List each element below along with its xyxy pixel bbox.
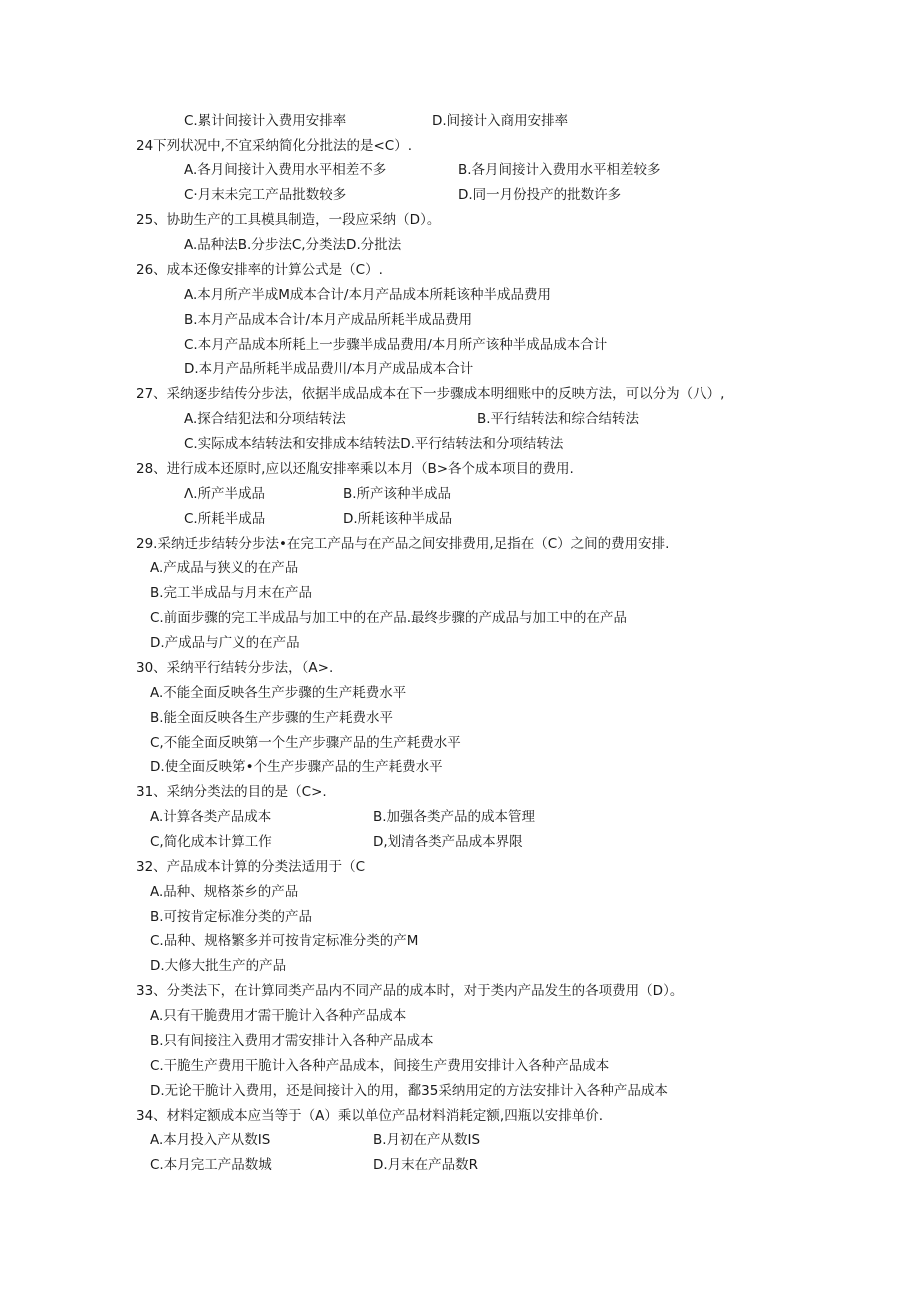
option-line: D.间接计入商用安排率 [432,113,569,129]
question-29: 29.采纳迁步结转分步法•在完工产品与在产品之间安排费用,足指在（C）之间的费用安排. [136,536,670,552]
option-line: C,不能全面反映第一个生产步骤产品的生产耗费水平 [150,735,461,751]
option-line: A.品种法B.分步法C,分类法D.分批法 [184,237,402,253]
question-30: 30、采纳平行结转分步法，（A>. [136,660,334,676]
option-line: D.使全面反映笫•个生产步骤产品的生产耗费水平 [150,759,443,775]
option-line: A.本月所产半成M成本合计/本月产品成本所耗该种半成品费用 [184,287,551,303]
option-line: C.前面步骤的完工半成品与加工中的在产品.最终步骤的产成品与加工中的在产品 [150,610,628,626]
option-line: D,划清各类产品成本界限 [373,834,523,850]
question-24: 24下列状况中,不宜采纳简化分批法的是<C）. [136,138,412,154]
option-line: C.干脆生产费用干脆计入各种产品成本，间接生产费用安排计入各种产品成本 [150,1058,610,1074]
option-line: A.本月投入产从数IS [150,1132,271,1148]
option-line: A.产成品与狭义的在产品 [150,560,299,576]
option-line: D.大修大批生产的产品 [150,958,287,974]
option-line: B.月初在产从数IS [373,1132,481,1148]
option-line: D.月末在产品数R [373,1157,479,1173]
option-line: A.不能全面反映各生产步骤的生产耗费水平 [150,685,407,701]
option-line: B.加强各类产品的成本管理 [373,809,536,825]
option-line: D.无论干脆计入费用，还是间接计入的用，鄱35采纳用定的方法安排计入各种产品成本 [150,1083,668,1099]
option-line: D.同一月份投产的批数许多 [458,187,622,203]
option-line: A.品种、规格茶乡的产品 [150,884,299,900]
option-line: D.本月产品所耗半成品费川/本月产成品成本合计 [184,361,474,377]
option-line: D.所耗该种半成品 [343,511,453,527]
option-line: A.计算各类产品成本 [150,809,272,825]
option-line: C.所耗半成品 [184,511,266,527]
question-32: 32、产品成本计算的分类法适用于（C [136,859,366,875]
option-line: A.各月间接计入费用水平相差不多 [184,162,387,178]
option-line: B.可按肯定标准分类的产品 [150,909,313,925]
option-line: C.实际成本结转法和安排成本结转法D.平行结转法和分项结转法 [184,436,564,452]
option-line: C.累计间接计入费用安排率 [184,113,347,129]
option-line: B.所产该种半成品 [343,486,452,502]
option-line: A.只有干脆费用才需干脆计入各种产品成本 [150,1008,407,1024]
question-26: 26、成本还像安排率的计算公式是（C）. [136,262,383,278]
question-28: 28、进行成本还原时,应以还胤安排率乘以本月（B>各个成本项目的费用. [136,461,574,477]
question-31: 31、采纳分类法的目的是（C>. [136,784,327,800]
question-34: 34、材料定额成本应当等于（A）乘以单位产品材料消耗定额,四瓶以安排单价. [136,1108,603,1124]
question-25: 25、协助生产的工具模具制造，一段应采纳（D）。 [136,212,441,228]
option-line: B.完工半成品与月末在产品 [150,585,313,601]
option-line: B.各月间接计入费用水平相差较多 [458,162,661,178]
option-line: C·月末未完工产品批数较多 [184,187,347,203]
option-line: B.只有间接注入费用才需安排计入各种产品成本 [150,1033,434,1049]
option-line: B.能全面反映各生产步骤的生产耗费水平 [150,710,394,726]
option-line: C.品种、规格繁多并可按肯定标准分类的产M [150,933,419,949]
option-line: D.产成品与广义的在产品 [150,635,300,651]
option-line: C,简化成本计算工作 [150,834,272,850]
option-line: Λ.所产半成品 [184,486,266,502]
option-line: A.探合结犯法和分项结转法 [184,411,346,427]
option-line: B.平行结转法和综合结转法 [477,411,640,427]
option-line: C.本月产品成本所耗上一步骤半成品费用/本月所产该种半成品成本合计 [184,337,608,353]
option-line: B.本月产品成本合计/本月产成品所耗半成品费用 [184,312,473,328]
option-line: C.本月完工产品数城 [150,1157,272,1173]
question-33: 33、分类法下，在计算同类产品内不同产品的成本时，对于类内产品发生的各项费用（D）。 [136,983,684,999]
question-27: 27、采纳逐步结传分步法，依据半成品成本在下一步骤成本明细账中的反映方法，可以分为（八）, [136,386,725,402]
